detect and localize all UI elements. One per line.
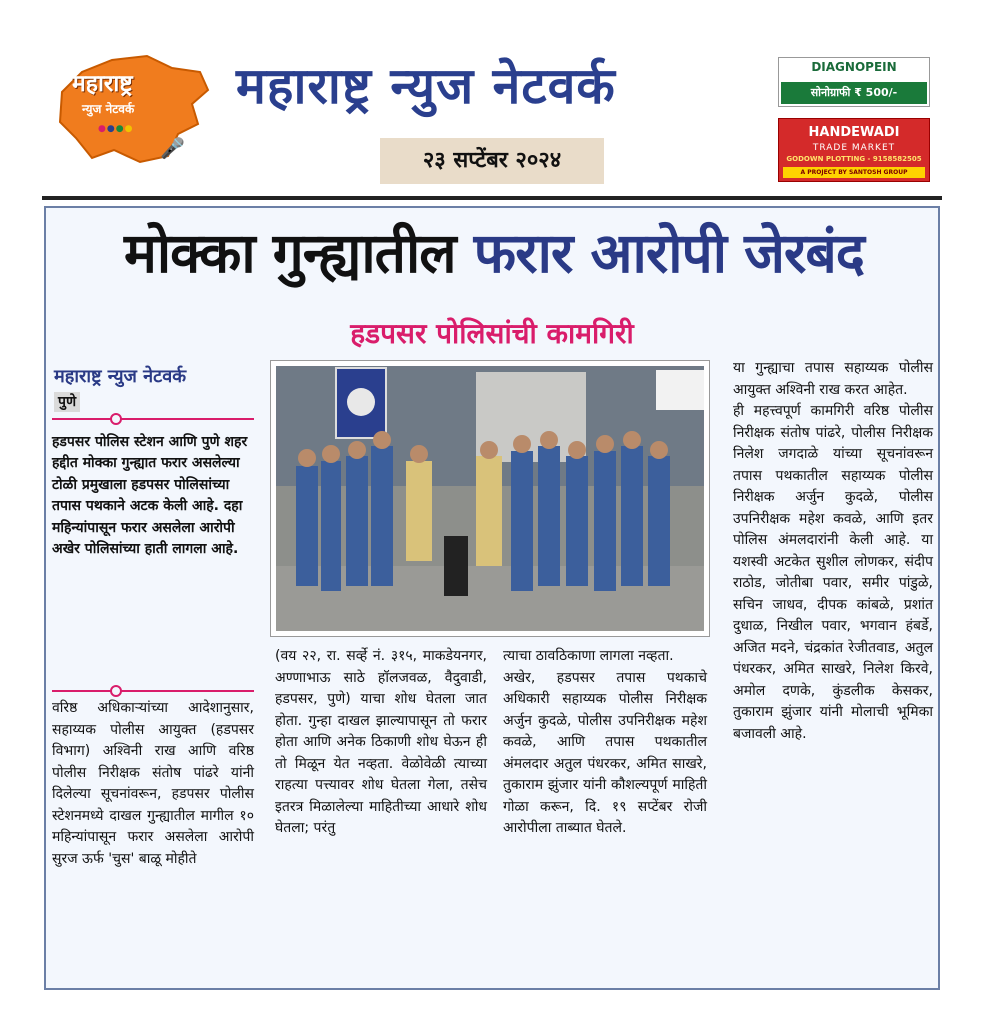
logo-subtitle: न्युज नेटवर्क — [82, 102, 135, 116]
newspaper-logo — [52, 52, 212, 172]
ad-handewadi-contact: GODOWN PLOTTING - 9158582505 — [786, 155, 922, 163]
article-lead: हडपसर पोलिस स्टेशन आणि पुणे शहर हद्दीत मोक्का गुन्ह्यात फरार असलेल्या टोळी प्रमुखाला हडपसर पोलिसांच्या तपास पथकाने अटक केली आहे. दहा महिन्यांपासून फरार असलेला आरोपी अखेर पोलिसांच्या हाती लागला आहे. — [52, 434, 248, 558]
ad-diagnopein-brand: DIAGNOPEIN — [811, 60, 897, 74]
ad-handewadi-sub: TRADE MARKET — [812, 143, 896, 153]
article-headline — [54, 214, 934, 289]
byline: महाराष्ट्र न्युज नेटवर्क — [54, 366, 187, 387]
ad-handewadi-name: HANDEWADI — [808, 125, 900, 140]
issue-date: २३ सप्टेंबर २०२४ — [380, 138, 604, 184]
police-team-photo — [276, 366, 704, 631]
logo-title: महाराष्ट्र — [72, 71, 133, 97]
body-column-1: वरिष्ठ अधिकाऱ्यांच्या आदेशानुसार, सहाय्यक पोलीस आयुक्त (हडपसर विभाग) अश्विनी राख आणि वरिष्ठ पोलीस निरीक्षक संतोष पांढरे यांनी दिलेल्या सूचनांवरून, हडपसर पोलीस स्टेशनमध्ये दाखल गुन्ह्यातील मागील १० महिन्यांपासून फरार असलेला आरोपी सुरज ऊर्फ 'चुस' बाळू मोहीते — [52, 700, 254, 867]
divider-bottom — [52, 690, 254, 692]
microphone-icon: 🎤 — [160, 136, 185, 160]
article-photo — [276, 366, 704, 631]
body-column-4: या गुन्ह्याचा तपास सहाय्यक पोलीस आयुक्त अश्विनी राख करत आहेत. ही महत्त्वपूर्ण कामगिरी वरिष्ठ पोलीस निरीक्षक संतोष पांढरे, पोलीस निरीक्षक निलेश जगदाळे यांच्या सूचनांवरून तपास पथकातील सहाय्यक पोलीस निरीक्षक अर्जुन कुदळे, पोलीस उपनिरीक्षक महेश कवळे, आणि इतर पोलिस अंमलदारांनी केली आहे. या यशस्वी अटकेत सुशील लोणकर, संदीप राठोड, जोतीबा पवार, समीर पांडुळे, सचिन जाधव, दीपक कांबळे, प्रशांत दुधाळ, निखील पवार, भगवान हंबर्डे, अजित मदने, चंद्रकांत रेजीतवाड, अतुल पंधरकर, अमित साखरे, निलेश किरवे, अमोल दणके, कुंडलीक केसकर, तुकाराम झुंजार यांनी मोलाची भूमिका बजावली आहे. — [733, 360, 933, 742]
body-column-2: (वय २२, रा. सर्व्हे नं. ३१५, माकडेयनगर, अण्णाभाऊ साठे हॉलजवळ, वैदुवाडी, हडपसर, पुणे) याचा शोध घेतला जात होता. गुन्हा दाखल झाल्यापासून तो फरार होता आणि अनेक ठिकाणी शोध घेऊन ही तो मिळून येत नव्हता. वेळोवेळी त्याच्या राहत्या पत्त्यावर शोध घेतला गेला, तसेच इतरत्र मिळालेल्या माहितीच्या आधारे शोध घेतला; परंतु — [275, 648, 487, 836]
masthead-rule — [42, 196, 942, 200]
ad-diagnopein-offer: सोनोग्राफी ₹ 500/- — [781, 82, 927, 104]
divider-top — [52, 418, 254, 420]
headline-part-1: मोक्का गुन्ह्यातील — [123, 221, 456, 285]
ad-diagnopein[interactable] — [778, 57, 930, 107]
logo-dots: ●●●● — [98, 124, 134, 134]
ad-handewadi-project: A PROJECT BY SANTOSH GROUP — [783, 167, 925, 178]
dateline-location: पुणे — [54, 392, 80, 412]
ad-handewadi[interactable] — [778, 118, 930, 182]
site-title: महाराष्ट्र न्युज नेटवर्क — [236, 57, 616, 115]
article-subheadline: हडपसर पोलिसांची कामगिरी — [350, 317, 634, 350]
headline-part-2: फरार आरोपी जेरबंद — [473, 221, 865, 285]
body-column-3: त्याचा ठावठिकाणा लागला नव्हता. अखेर, हडपसर तपास पथकाचे अधिकारी सहाय्यक पोलीस निरीक्षक अर्जुन कुदळे, पोलीस उपनिरीक्षक महेश कवळे, आणि तपास पथकातील अंमलदार अतुल पंधरकर, अमित साखरे, तुकाराम झुंजार यांनी कौशल्यपूर्ण माहिती गोळा करून, दि. १९ सप्टेंबर रोजी आरोपीला ताब्यात घेतले. — [503, 648, 707, 836]
